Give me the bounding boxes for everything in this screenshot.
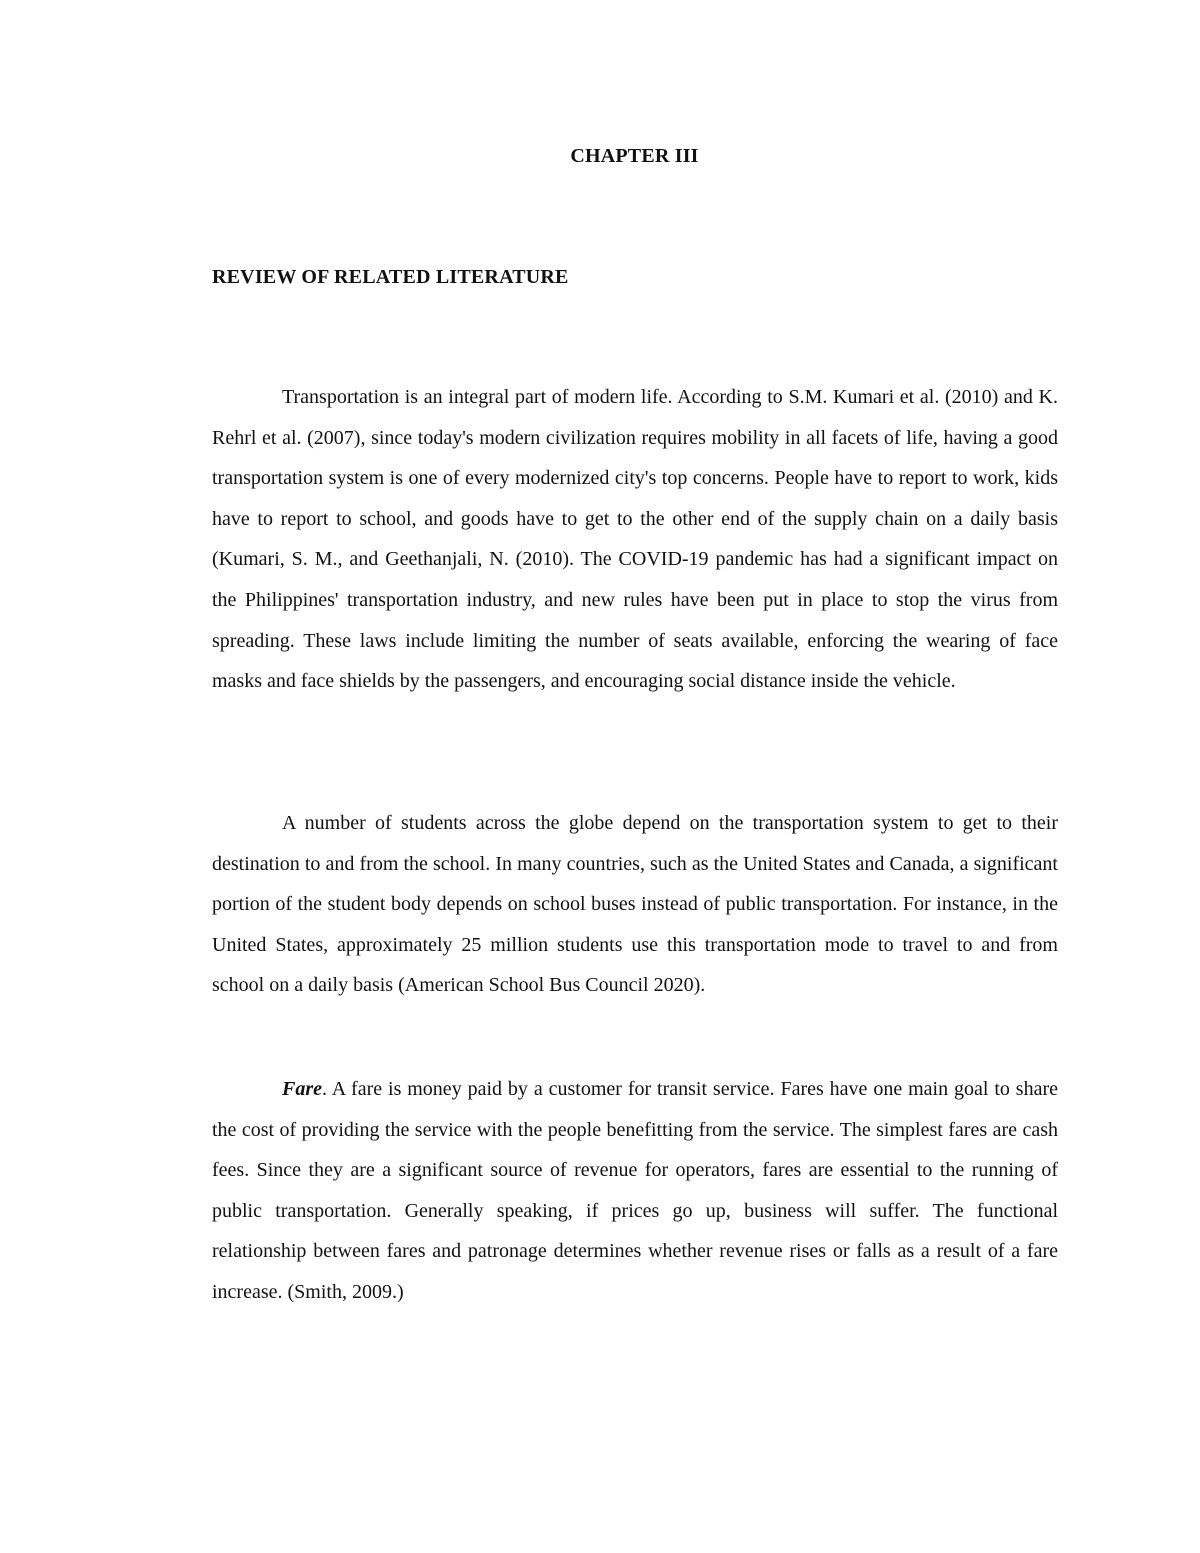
- fare-definition-text: . A fare is money paid by a customer for transit service. Fares have one main goal to share the cost of providing the service with the people benefitting from the service. The simplest fares are cash fees. Since they are a significant source of revenue for operators, fares are essential to the running of public transportation. Generally speaking, if prices go up, business will suffer. The functional relationship between fares and patronage determines whether revenue rises or falls as a result of a fare increase. (Smith, 2009.): [212, 1078, 1058, 1303]
- body-paragraph-1: Transportation is an integral part of modern life. According to S.M. Kumari et al. (2010) and K. Rehrl et al. (2007), since today's modern civilization requires mobility in all facets of life, having a good transportation system is one of every modernized city's top concerns. People have to report to work, kids have to report to school, and goods have to get to the other end of the supply chain on a daily basis (Kumari, S. M., and Geethanjali, N. (2010). The COVID-19 pandemic has had a significant impact on the Philippines' transportation industry, and new rules have been put in place to stop the virus from spreading. These laws include limiting the number of seats available, enforcing the wearing of face masks and face shields by the passengers, and encouraging social distance inside the vehicle.: [212, 386, 1058, 693]
- section-title: REVIEW OF RELATED LITERATURE: [212, 266, 569, 288]
- body-paragraph-2: A number of students across the globe depend on the transportation system to get to their destination to and from the school. In many countries, such as the United States and Canada, a significant portion of the student body depends on school buses instead of public transportation. For instance, in the United States, approximately 25 million students use this transportation mode to travel to and from school on a daily basis (American School Bus Council 2020).: [212, 812, 1058, 997]
- fare-term: Fare: [282, 1078, 322, 1100]
- chapter-title: CHAPTER III: [570, 145, 699, 167]
- body-paragraph-3: [212, 1069, 1058, 1313]
